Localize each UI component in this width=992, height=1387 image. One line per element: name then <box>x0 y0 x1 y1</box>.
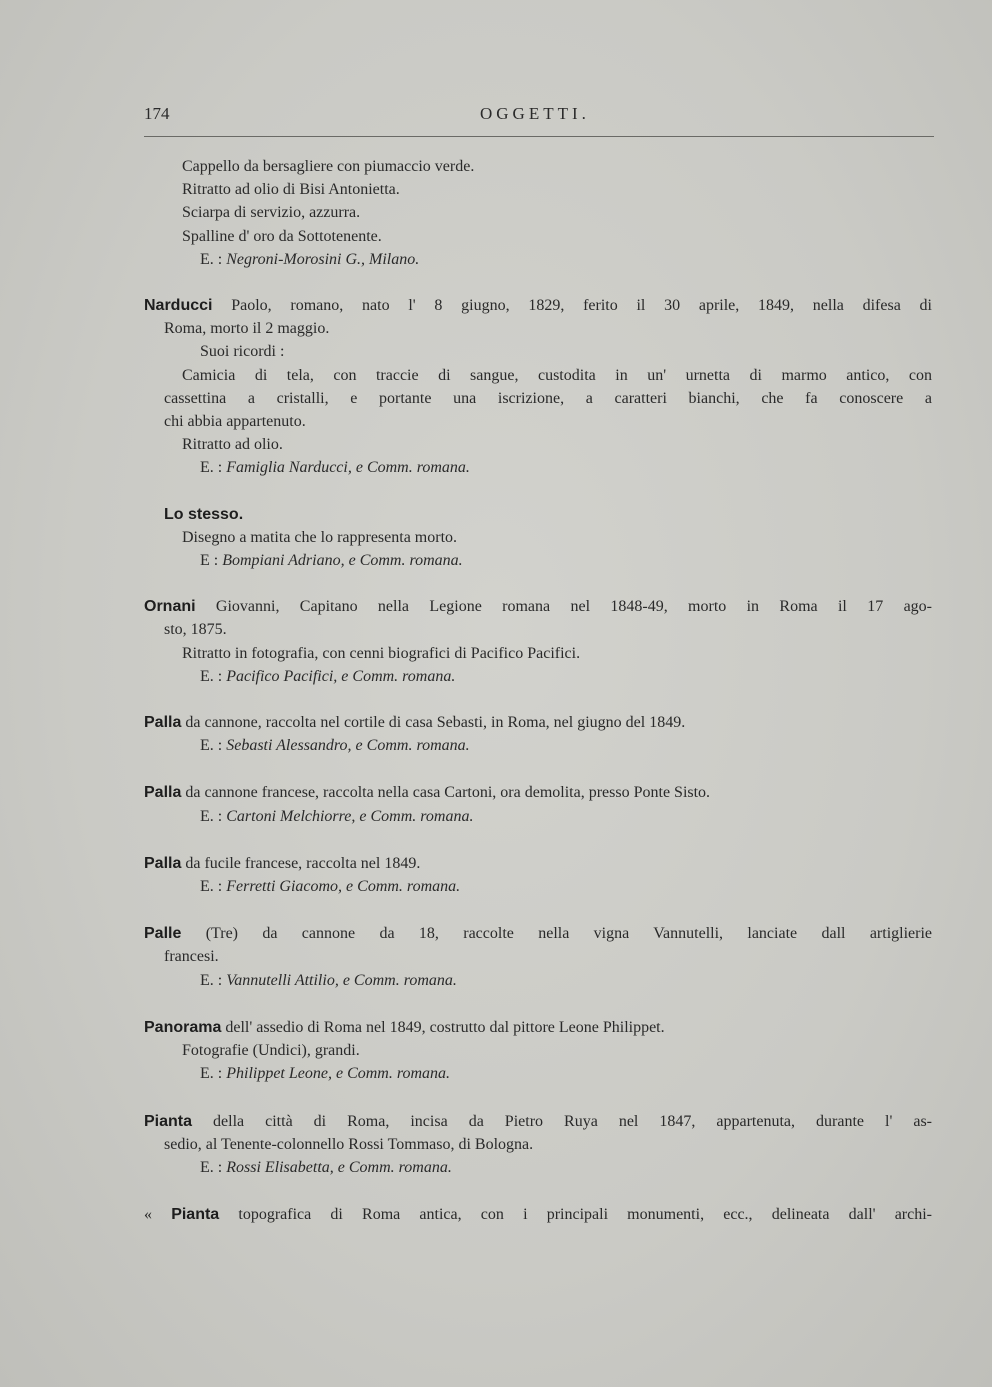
entry-name: Panorama <box>144 1018 222 1036</box>
exhibitor-line: E. : Vannutelli Attilio, e Comm. romana. <box>200 971 457 989</box>
exhibitor-line: E. : Philippet Leone, e Comm. romana. <box>200 1065 451 1083</box>
running-title: OGGETTI. <box>480 104 590 123</box>
entry-line: Palla da cannone, raccolta nel cortile di casa Sebasti, in Roma, nel giugno del 1849. <box>144 714 686 732</box>
entry-line: Ritratto ad olio. <box>182 436 283 454</box>
header-rule <box>144 136 934 137</box>
page-number: 174 <box>144 104 170 123</box>
entry-line: Panorama dell' assedio di Roma nel 1849, costrutto dal pittore Leone Philippet. <box>144 1018 665 1036</box>
entry-line: Ritratto ad olio di Bisi Antonietta. <box>182 181 400 199</box>
entry-name: Palla <box>144 714 182 732</box>
entry-line: Spalline d' oro da Sottotenente. <box>182 227 382 245</box>
entry-line: Palla da cannone francese, raccolta nella casa Cartoni, ora demolita, presso Ponte Sisto. <box>144 784 711 802</box>
entry-line: Roma, morto il 2 maggio. <box>164 320 330 338</box>
entry-line: Cappello da bersagliere con piumaccio verde. <box>182 158 475 175</box>
entry-line: Ornani Giovanni, Capitano nella Legione romana nel 1848-49, morto in Roma il 17 ago- <box>144 598 932 616</box>
exhibitor-line: E. : Pacifico Pacifici, e Comm. romana. <box>200 667 456 685</box>
entry-name: Palle <box>144 925 182 943</box>
entry-name: Pianta <box>171 1206 220 1224</box>
exhibitor-line: E. : Famiglia Narducci, e Comm. romana. <box>200 459 470 477</box>
entry-name: Pianta <box>144 1112 193 1130</box>
entry-line: sto, 1875. <box>164 621 227 639</box>
entry-line: Palle (Tre) da cannone da 18, raccolte nella vigna Vannutelli, lanciate dall artiglierie <box>144 925 932 943</box>
entry-line: Fotografie (Undici), grandi. <box>182 1042 360 1060</box>
entry-line: Palla da fucile francese, raccolta nel 1849. <box>144 854 421 872</box>
entry-name: Palla <box>144 854 182 872</box>
entry-line: chi abbia appartenuto. <box>164 413 306 431</box>
entry-line <box>144 503 932 526</box>
entry-line: Pianta della città di Roma, incisa da Pietro Ruya nel 1847, appartenuta, durante l' as- <box>144 1112 932 1130</box>
entry-line: Narducci Paolo, romano, nato l' 8 giugno, 1829, ferito il 30 aprile, 1849, nella difesa di <box>144 297 932 315</box>
entry-name: Lo stesso. <box>164 505 244 523</box>
exhibitor-line: E. : Sebasti Alessandro, e Comm. romana. <box>200 737 470 755</box>
entry-line: francesi. <box>164 948 219 966</box>
exhibitor-line: E. : Rossi Elisabetta, e Comm. romana. <box>200 1158 452 1176</box>
exhibitor-line: E. : Ferretti Giacomo, e Comm. romana. <box>200 878 461 896</box>
entry-line: Disegno a matita che lo rappresenta morto. <box>182 528 458 546</box>
page-header <box>144 104 934 130</box>
entry-name: Ornani <box>144 598 196 616</box>
catalog-body <box>144 155 932 1226</box>
entry-line: Suoi ricordi : <box>200 343 285 361</box>
entry-line: sedio, al Tenente-colonnello Rossi Tommaso, di Bologna. <box>164 1135 534 1153</box>
entry-line: Sciarpa di servizio, azzurra. <box>182 204 361 222</box>
exhibitor-line: E : Bompiani Adriano, e Comm. romana. <box>200 552 463 570</box>
entry-name: Palla <box>144 784 182 802</box>
entry-line: cassettina a cristalli, e portante una iscrizione, a caratteri bianchi, che fa conoscere a <box>164 389 932 407</box>
entry-line: Ritratto in fotografia, con cenni biografici di Pacifico Pacifici. <box>182 644 581 662</box>
entry-line: Camicia di tela, con traccie di sangue, custodita in un' urnetta di marmo antico, con <box>182 366 932 384</box>
entry-line: « Pianta topografica di Roma antica, con i principali monumenti, ecc., delineata dall' archi- <box>144 1206 933 1224</box>
exhibitor-line: E. : Negroni-Morosini G., Milano. <box>200 250 420 268</box>
entry-name: Narducci <box>144 297 213 315</box>
exhibitor-line: E. : Cartoni Melchiorre, e Comm. romana. <box>200 807 474 825</box>
